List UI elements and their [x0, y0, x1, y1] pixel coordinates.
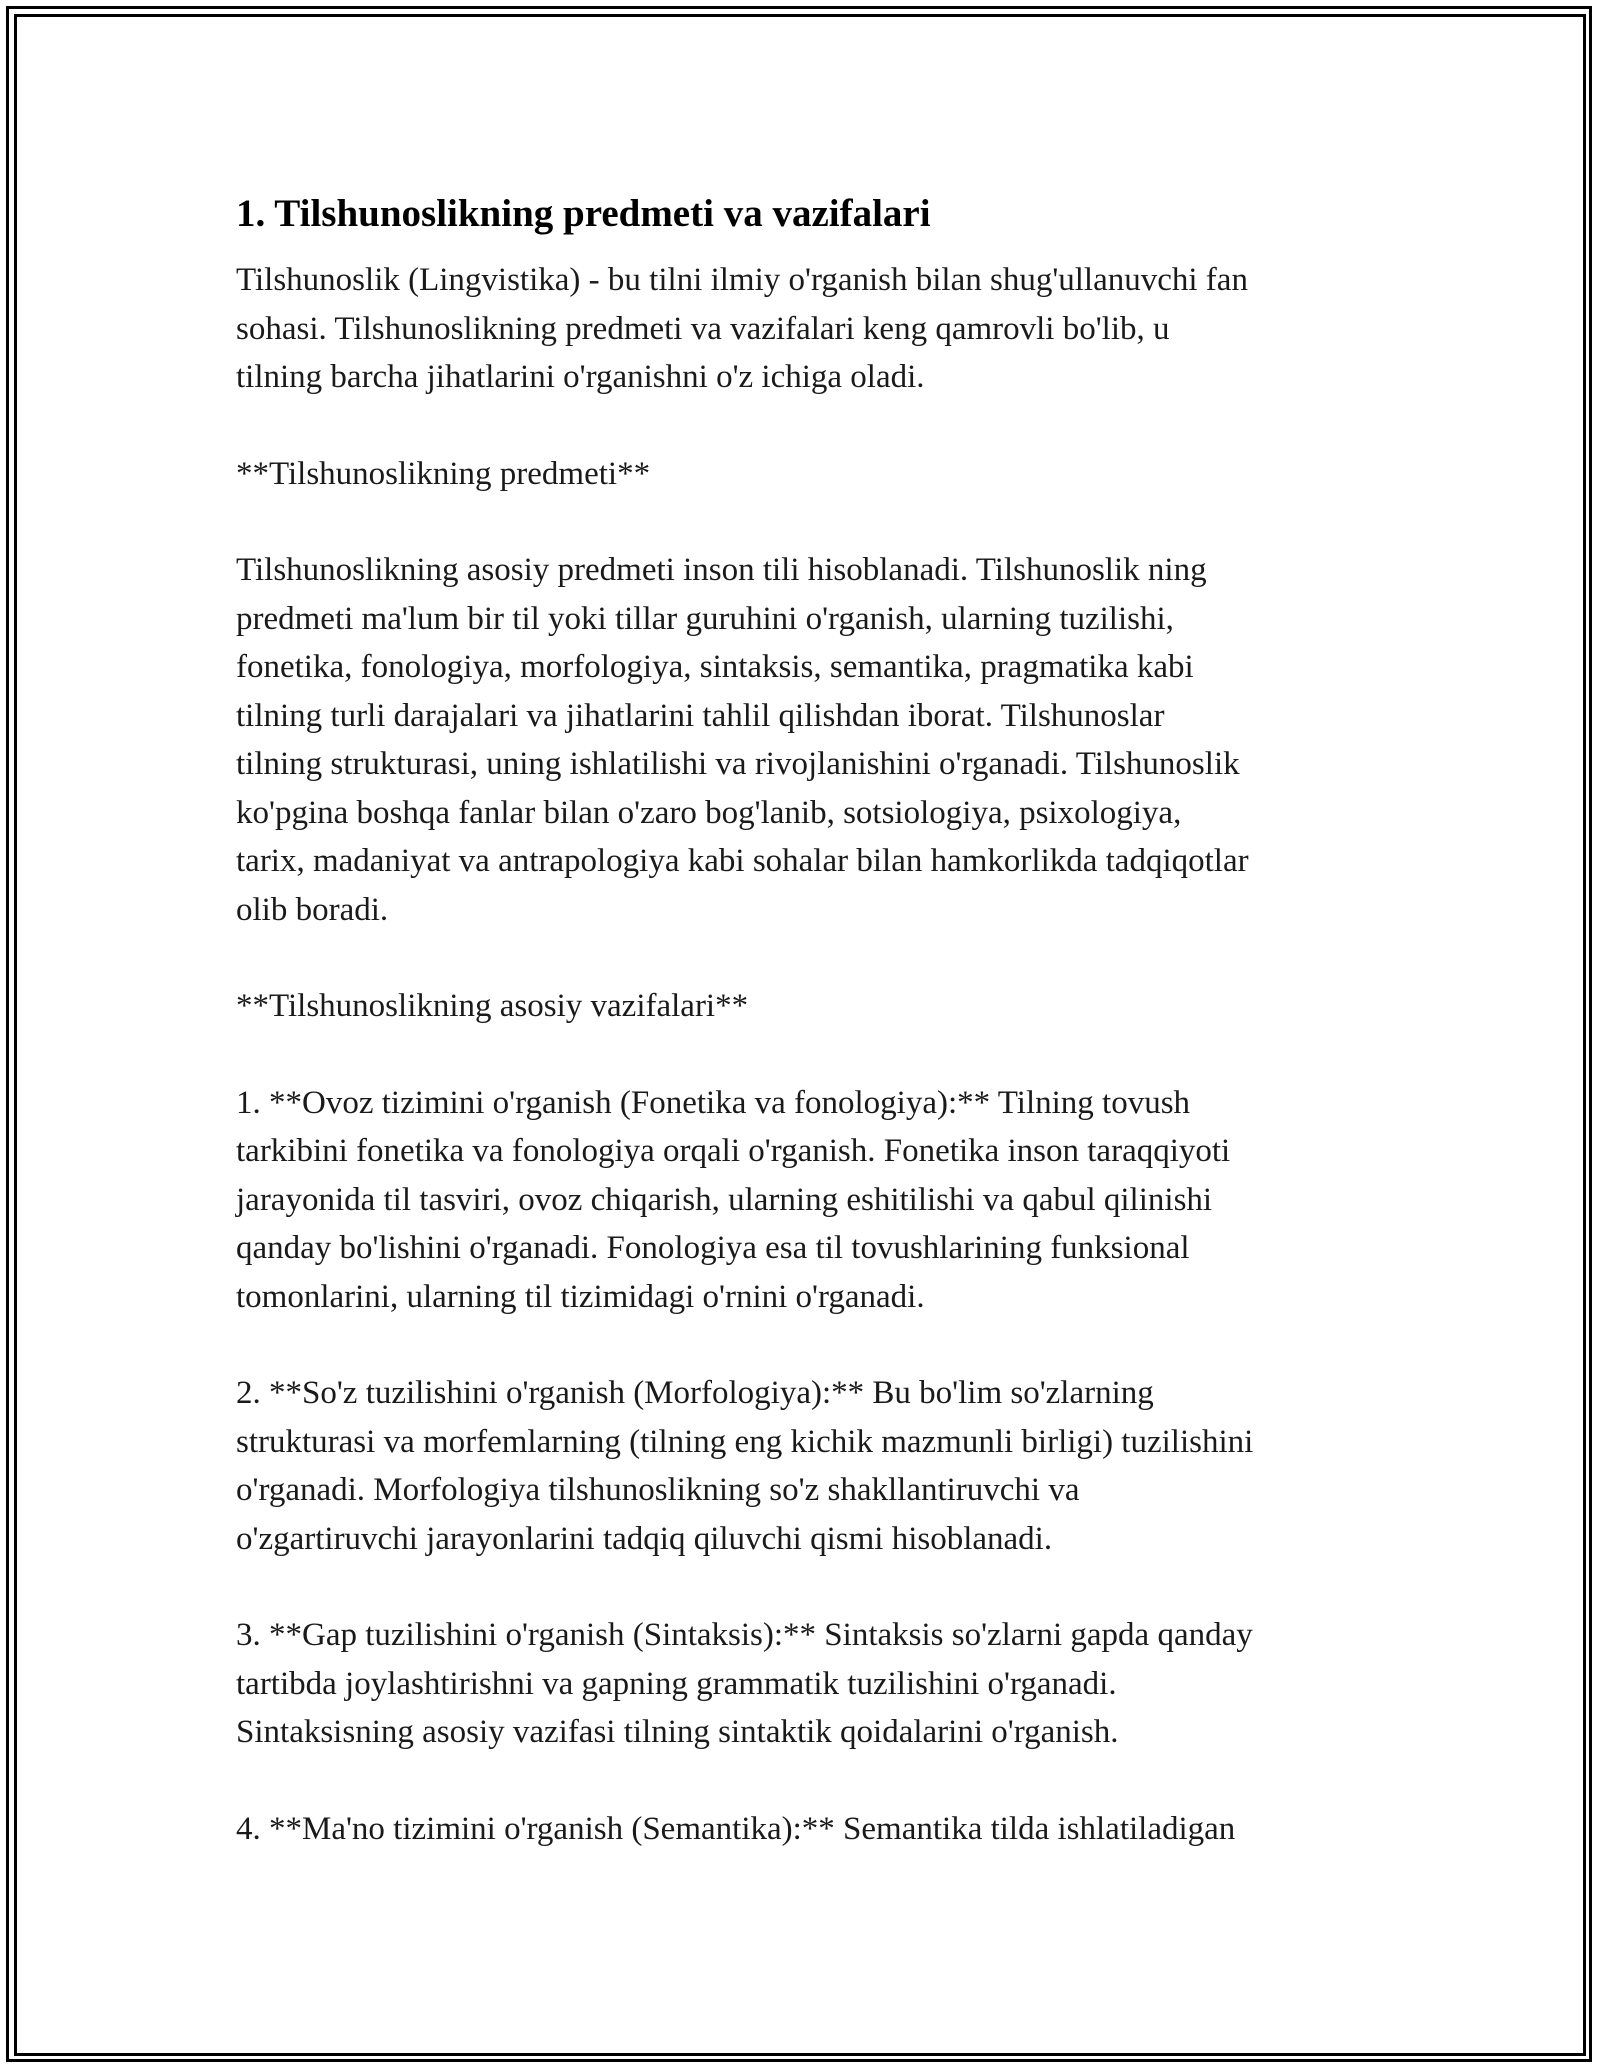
list-item: 4. **Ma'no tizimini o'rganish (Semantika):** Semantika tilda ishlatiladigan — [236, 1810, 1236, 1847]
list-item: 3. **Gap tuzilishini o'rganish (Sintaksis):** Sintaksis so'zlarni gapda qanday tartibda joylashtirishni va gapning grammatik tuzilishini o'rganadi. Sintaksisning asosiy vazifasi tilning sintaktik qoidalarini o'rganish. — [236, 1617, 1253, 1750]
tasks-heading: **Tilshunoslikning asosiy vazifalari** — [236, 988, 749, 1024]
document-body — [236, 184, 1376, 1853]
document-title: 1. Tilshunoslikning predmeti va vazifalari — [236, 192, 931, 235]
subject-paragraph: Tilshunoslikning asosiy predmeti inson tili hisoblanadi. Tilshunoslik ning predmeti ma'lum bir til yoki tillar guruhini o'rganish, ularning tuzilishi, fonetika, fonologiya, morfologiya, sintaksis, semantika, pragmatika kabi tilning turli darajalari va jihatlarini tahlil qilishdan iborat. Tilshunoslar tilning strukturasi, uning ishlatilishi va rivojlanishini o'rganadi. Tilshunoslik ko'pgina boshqa fanlar bilan o'zaro bog'lanib, sotsiologiya, psixologiya, tarix, madaniyat va antrapologiya kabi sohalar bilan hamkorlikda tadqiqotlar olib boradi. — [236, 552, 1249, 928]
intro-paragraph: Tilshunoslik (Lingvistika) - bu tilni ilmiy o'rganish bilan shug'ullanuvchi fan sohasi. Tilshunoslikning predmeti va vazifalari keng qamrovli bo'lib, u tilning barcha jihatlarini o'rganishni o'z ichiga oladi. — [236, 262, 1248, 395]
subject-heading: **Tilshunoslikning predmeti** — [236, 455, 651, 492]
list-item: 1. **Ovoz tizimini o'rganish (Fonetika va fonologiya):** Tilning tovush tarkibini fonetika va fonologiya orqali o'rganish. Fonetika inson taraqqiyoti jarayonida til tasviri, ovoz chiqarish, ularning eshitilishi va qabul qilinishi qanday bo'lishini o'rganadi. Fonologiya esa til tovushlarining funksional tomonlarini, ularning til tizimidagi o'rnini o'rganadi. — [236, 1084, 1231, 1315]
list-item: 2. **So'z tuzilishini o'rganish (Morfologiya):** Bu bo'lim so'zlarning strukturasi va morfemlarning (tilning eng kichik mazmunli birligi) tuzilishini o'rganadi. Morfologiya tilshunoslikning so'z shakllantiruvchi va o'zgartiruvchi jarayonlarini tadqiq qiluvchi qismi hisoblanadi. — [236, 1375, 1254, 1557]
